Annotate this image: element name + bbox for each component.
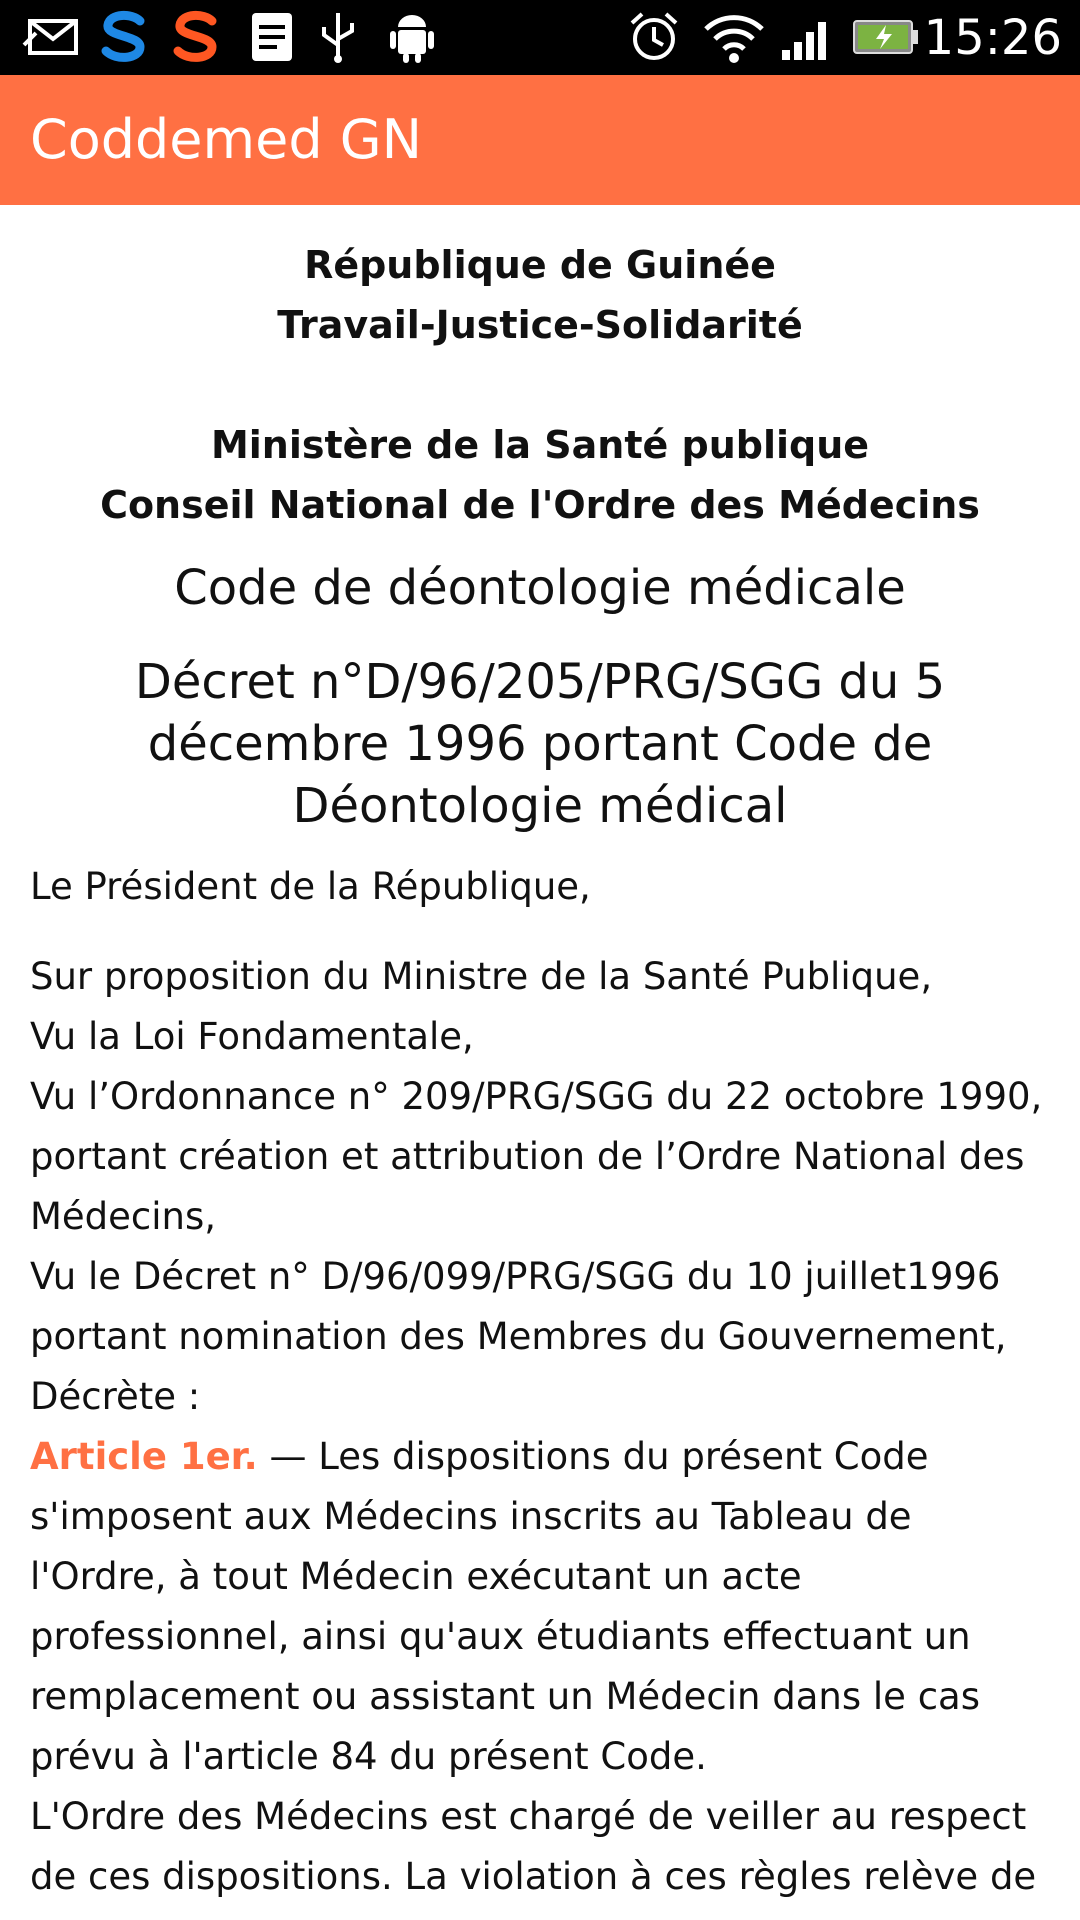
usb-icon <box>316 12 360 62</box>
article-1 <box>0 1427 1080 1787</box>
mail-icon <box>22 12 82 62</box>
vu-line-1: Sur proposition du Ministre de la Santé Publique, <box>30 955 933 998</box>
decrete-line: Décrète : <box>30 1375 201 1418</box>
ministry-name: Ministère de la Santé publique <box>210 423 870 467</box>
article-1-paragraph-2: L'Ordre des Médecins est chargé de veiller au respect de ces dispositions. La violation à ces règles relève de <box>30 1795 1037 1898</box>
s-blue-icon <box>96 12 152 62</box>
app-title: Coddemed GN <box>30 108 423 171</box>
notes-icon <box>250 12 294 62</box>
app-bar <box>0 75 1080 205</box>
vu-line-4: Vu le Décret n° D/96/099/PRG/SGG du 10 juillet1996 portant nomination des Membres du Gouvernement, <box>30 1255 1007 1358</box>
decree-title: Décret n°D/96/205/PRG/SGG du 5 décembre 1996 portant Code de Déontologie médical <box>134 654 946 834</box>
council-name: Conseil National de l'Ordre des Médecins <box>100 483 980 527</box>
document-title: Code de déontologie médicale <box>174 560 906 616</box>
battery-charging-icon <box>852 12 920 62</box>
article-1-label: Article 1er. <box>30 1435 258 1478</box>
wifi-icon <box>702 12 766 62</box>
signal-icon <box>780 12 836 62</box>
s-orange-icon <box>168 12 224 62</box>
country-name: République de Guinée <box>304 243 776 287</box>
vu-line-2: Vu la Loi Fondamentale, <box>30 1015 474 1058</box>
country-motto: Travail-Justice-Solidarité <box>277 303 803 347</box>
android-icon <box>388 12 436 62</box>
document-content[interactable] <box>0 205 1080 1920</box>
vu-line-3: Vu l’Ordonnance n° 209/PRG/SGG du 22 octobre 1990, portant création et attribution de l’Ordre National des Médecins, <box>30 1075 1043 1238</box>
alarm-icon <box>626 12 682 62</box>
status-time: 15:26 <box>923 10 1062 66</box>
president-line: Le Président de la République, <box>30 865 591 908</box>
status-bar <box>0 0 1080 75</box>
article-1-text: — Les dispositions du présent Code s'imposent aux Médecins inscrits au Tableau de l'Ordre, à tout Médecin exécutant un acte professionnel, ainsi qu'aux étudiants effectuant un remplacement ou assistant un Médecin dans le cas prévu à l'article 84 du présent Code. <box>30 1435 980 1778</box>
